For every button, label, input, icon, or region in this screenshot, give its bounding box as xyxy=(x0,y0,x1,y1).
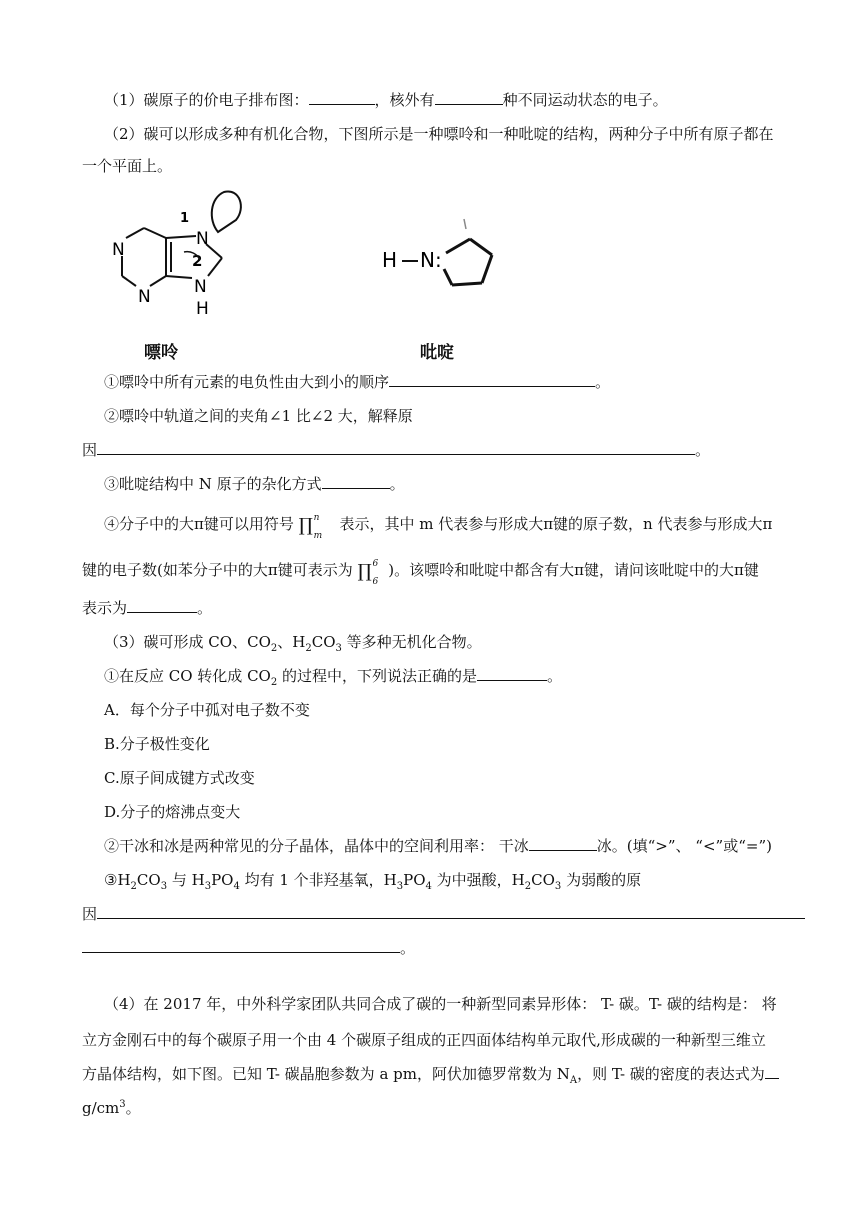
sub2-end: 。 xyxy=(695,441,711,459)
benzene-pi-symbol xyxy=(357,559,384,587)
q3-s3-b: CO xyxy=(136,871,161,889)
sub1-end: 。 xyxy=(595,373,611,391)
pi-glyph-2: ∏ xyxy=(357,561,372,582)
sub4-line-3 xyxy=(82,598,212,618)
q1-text-3: 种不同运动状态的电子。 xyxy=(502,91,668,109)
option-a: A．每个分子中孤对电子数不变 xyxy=(104,701,310,719)
q4-blank[interactable] xyxy=(765,1064,779,1079)
q3-s3-sub3c: 3 xyxy=(396,881,404,892)
q3-s3-sub2: 2 xyxy=(130,881,137,892)
q3-s2-b: 冰。(填“>”、 “<”或“=”) xyxy=(596,837,772,855)
q1-text-2: ，核外有 xyxy=(374,91,435,109)
q3-s1-a: ①在反应 CO 转化成 CO xyxy=(104,667,271,685)
q3-title-c: CO xyxy=(311,633,336,651)
q4-end: 。 xyxy=(125,1099,141,1117)
atom-n-2: N xyxy=(138,287,151,307)
q4-unit: g/cm xyxy=(82,1099,120,1117)
q3-s3-sub2b: 2 xyxy=(524,881,532,892)
sub2-blank[interactable] xyxy=(97,440,695,455)
q2-line-2: 一个平面上。 xyxy=(82,157,173,175)
sub1-text: ①嘌呤中所有元素的电负性由大到小的顺序 xyxy=(104,373,390,391)
atom-h: H xyxy=(196,299,209,319)
purine-structure xyxy=(100,180,290,320)
q3-s3-c: 与 H xyxy=(167,871,205,889)
q3-sub-2: 2 xyxy=(270,643,278,654)
pi-sup-n: n xyxy=(313,513,320,523)
q3-s3-sub4: 4 xyxy=(233,881,240,892)
option-b: B.分子极性变化 xyxy=(104,735,210,753)
q1-text-1: （1）碳原子的价电子排布图： xyxy=(104,91,309,109)
sub4-line-2 xyxy=(82,559,759,587)
q3-s3-sub3d: 3 xyxy=(554,881,562,892)
sub2-line2-start: 因 xyxy=(82,441,98,459)
pyridine-structure xyxy=(378,205,508,295)
sub4-text-a: ④分子中的大π键可以用符号 xyxy=(104,515,294,533)
q3-s3-f: 为中强酸，H xyxy=(431,871,525,889)
q3-s3-blank-1[interactable] xyxy=(97,904,805,919)
pi-sub-m: m xyxy=(313,531,323,541)
q3-s1-blank[interactable] xyxy=(477,666,547,681)
sub4-end: 。 xyxy=(197,599,213,617)
q3-s3-sub3b: 3 xyxy=(204,881,212,892)
sub1-line xyxy=(104,372,610,392)
q3-s1-end: 。 xyxy=(547,667,563,685)
q1-blank-1[interactable] xyxy=(309,90,375,105)
q4-line-3 xyxy=(82,1064,779,1084)
q4-sup-3: 3 xyxy=(119,1099,126,1110)
sub2-line-2 xyxy=(82,440,710,460)
q3-title-b: 、H xyxy=(277,633,306,651)
q3-s3-sub4b: 4 xyxy=(425,881,432,892)
sub3-end: 。 xyxy=(389,475,405,493)
sub3-blank[interactable] xyxy=(322,474,390,489)
q4-line-2: 立方金刚石中的每个碳原子用一个由 4 个碳原子组成的正四面体结构单元取代,形成碳的一种新型三维立 xyxy=(82,1031,766,1049)
sub2-line-1: ②嘌呤中轨道之间的夹角∠1 比∠2 大，解释原 xyxy=(104,407,413,425)
q4-line3-b: ，则 T- 碳的密度的表达式为 xyxy=(577,1065,765,1083)
q4-sub-a: A xyxy=(569,1075,578,1086)
sub4-text-e: 表示为 xyxy=(82,599,128,617)
atom-n-3: N xyxy=(196,229,209,249)
sub4-text-b: 表示，其中 m 代表参与形成大π键的原子数，n 代表参与形成大π xyxy=(339,515,773,533)
atom-n-4: N xyxy=(194,277,207,297)
q3-s3-end: 。 xyxy=(400,939,416,957)
q3-s1-b: 的过程中，下列说法正确的是 xyxy=(277,667,478,685)
q3-s3-g: 为弱酸的原 xyxy=(561,871,642,889)
pi-sup-6: 6 xyxy=(372,559,379,569)
q3-title-a: （3）碳可形成 CO、CO xyxy=(104,633,271,651)
pi-sub-6: 6 xyxy=(372,577,379,587)
q3-sub3-line3 xyxy=(82,938,415,958)
sub4-text-c: 键的电子数(如苯分子中的大π键可表示为 xyxy=(82,561,353,579)
q3-s3-e: 均有 1 个非羟基氧，H xyxy=(239,871,397,889)
sub4-text-d: )。该嘌呤和吡啶中都含有大π键，请问该吡啶中的大π键 xyxy=(388,561,759,579)
q3-s3-b2: CO xyxy=(531,871,555,889)
pyridine-label: 吡啶 xyxy=(420,343,454,363)
sub4-line-1 xyxy=(104,513,773,541)
sub1-blank[interactable] xyxy=(389,372,595,387)
angle-1-label: 1 xyxy=(180,211,190,226)
q1-blank-2[interactable] xyxy=(435,90,503,105)
sub4-blank[interactable] xyxy=(127,598,197,613)
q3-s3-blank-2[interactable] xyxy=(82,938,400,953)
q3-s3-d: PO xyxy=(211,871,234,889)
pi-glyph: ∏ xyxy=(298,515,313,536)
q3-s3-d2: PO xyxy=(403,871,426,889)
q4-line-1: （4）在 2017 年，中外科学家团队共同合成了碳的一种新型同素异形体： T- 碳。T- 碳的结构是： 将 xyxy=(104,995,777,1013)
q3-s3-sub3: 3 xyxy=(160,881,168,892)
q3-title xyxy=(104,632,482,652)
q3-s2-a: ②干冰和冰是两种常见的分子晶体，晶体中的空间利用率： 干冰 xyxy=(104,837,529,855)
lone-pair-orbital xyxy=(212,191,241,232)
q3-sub3-line2 xyxy=(82,904,805,924)
h-atom: H xyxy=(382,248,398,272)
q3-title-d: 等多种无机化合物。 xyxy=(341,633,482,651)
q3-sub-3: 3 xyxy=(335,643,342,654)
option-d: D.分子的熔沸点变大 xyxy=(104,803,241,821)
q3-s1-sub2: 2 xyxy=(270,677,278,688)
q3-s2-blank[interactable] xyxy=(529,836,597,851)
q3-s3-line2: 因 xyxy=(82,905,98,923)
n-atom-lone-pair: N: xyxy=(420,248,442,272)
q2-line-1: （2）碳可以形成多种有机化合物，下图所示是一种嘌呤和一种吡啶的结构，两种分子中所有原子都在 xyxy=(104,125,774,143)
purine-label: 嘌呤 xyxy=(144,343,178,363)
q3-sub-2b: 2 xyxy=(305,643,312,654)
q4-line3-a: 方晶体结构，如下图。已知 T- 碳晶胞参数为 a pm，阿伏加德罗常数为 N xyxy=(82,1065,570,1083)
option-c: C.原子间成键方式改变 xyxy=(104,769,255,787)
sub3-line xyxy=(104,474,405,494)
q4-line-4 xyxy=(82,1098,141,1118)
q3-sub1 xyxy=(104,666,562,686)
sub3-text: ③吡啶结构中 N 原子的杂化方式 xyxy=(104,475,322,493)
angle-2-label: 2 xyxy=(192,252,203,270)
q3-sub3 xyxy=(104,870,641,890)
q3-s3-a: ③H xyxy=(104,871,131,889)
q3-sub2 xyxy=(104,836,772,856)
atom-n-1: N xyxy=(112,240,125,260)
pi-bond-symbol xyxy=(298,513,325,541)
q1-line xyxy=(104,90,668,110)
